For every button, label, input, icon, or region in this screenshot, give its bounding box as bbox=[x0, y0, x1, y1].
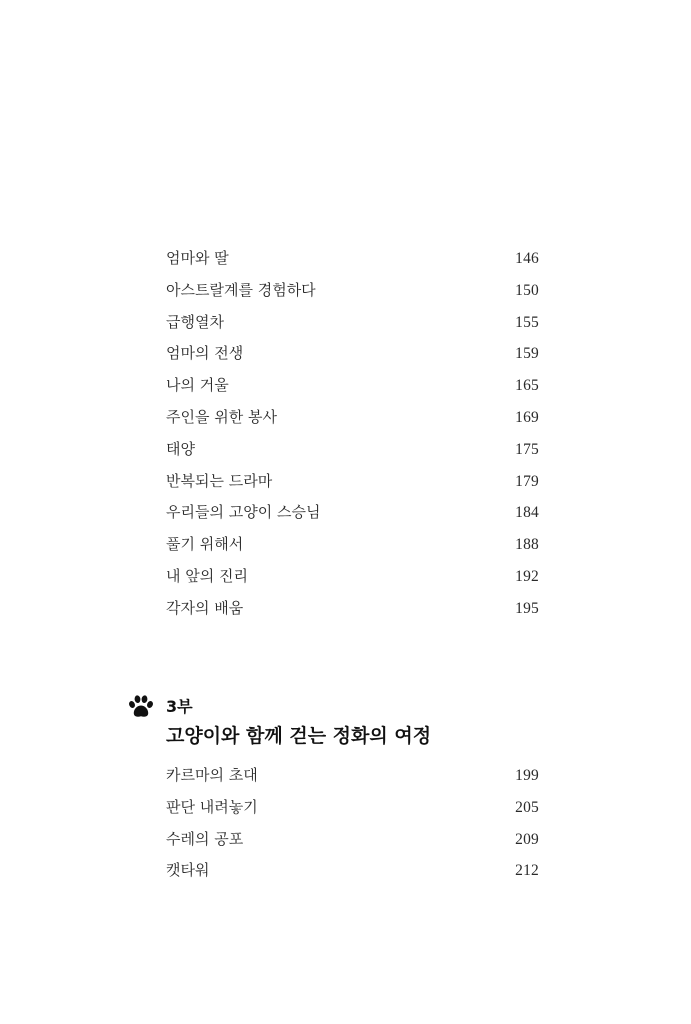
toc-entry[interactable] bbox=[166, 497, 539, 529]
toc-entry[interactable] bbox=[166, 760, 539, 792]
toc-entry-title: 각자의 배움 bbox=[166, 598, 244, 617]
toc-entry-page: 184 bbox=[515, 504, 539, 522]
toc-entry[interactable] bbox=[166, 561, 539, 593]
toc-entry-title: 풀기 위해서 bbox=[166, 535, 244, 554]
toc-entry-title: 캣타워 bbox=[166, 861, 210, 880]
toc-entry-title: 엄마의 전생 bbox=[166, 344, 244, 363]
toc-entry-title: 수레의 공포 bbox=[166, 829, 244, 848]
toc-entry-page: 155 bbox=[515, 313, 539, 331]
toc-entry-title: 나의 거울 bbox=[166, 376, 229, 395]
toc-entry-page: 159 bbox=[515, 345, 539, 363]
toc-entry-title: 엄마와 딸 bbox=[166, 249, 229, 267]
toc-entry-page: 146 bbox=[515, 250, 539, 267]
toc-entry-page: 205 bbox=[515, 798, 539, 816]
toc-entry-page: 192 bbox=[515, 567, 539, 585]
toc-entry[interactable] bbox=[166, 855, 539, 887]
toc-entry[interactable] bbox=[166, 370, 539, 402]
toc-entry-page: 199 bbox=[515, 767, 539, 784]
toc-entry[interactable] bbox=[166, 434, 539, 466]
toc-entry-page: 188 bbox=[515, 536, 539, 554]
toc-entry-page: 212 bbox=[515, 862, 539, 880]
toc-entry[interactable] bbox=[166, 529, 539, 561]
toc-entry[interactable] bbox=[166, 243, 539, 275]
toc-entry[interactable] bbox=[166, 792, 539, 824]
toc-entry-title: 급행열차 bbox=[166, 312, 224, 331]
toc-entry[interactable] bbox=[166, 402, 539, 434]
toc-list-part2 bbox=[166, 243, 539, 625]
toc-entry[interactable] bbox=[166, 824, 539, 856]
toc-entry-title: 태양 bbox=[166, 439, 195, 458]
toc-entry-title: 내 앞의 진리 bbox=[166, 566, 248, 585]
toc-entry-page: 209 bbox=[515, 830, 539, 848]
toc-entry-title: 주인을 위한 봉사 bbox=[166, 407, 277, 426]
toc-entry[interactable] bbox=[166, 275, 539, 307]
part-number: 3부 bbox=[166, 697, 193, 716]
toc-entry-page: 179 bbox=[515, 472, 539, 490]
paw-icon bbox=[128, 695, 154, 719]
toc-entry-page: 165 bbox=[515, 377, 539, 395]
toc-entry-page: 169 bbox=[515, 408, 539, 426]
toc-entry-title: 아스트랄계를 경험하다 bbox=[166, 280, 316, 299]
toc-entry[interactable] bbox=[166, 593, 539, 625]
toc-entry-title: 우리들의 고양이 스승님 bbox=[166, 503, 321, 522]
toc-entry-page: 175 bbox=[515, 440, 539, 458]
toc-entry[interactable] bbox=[166, 466, 539, 498]
toc-entry[interactable] bbox=[166, 338, 539, 370]
toc-entry-page: 195 bbox=[515, 599, 539, 617]
toc-list-part3 bbox=[166, 760, 539, 887]
toc-entry[interactable] bbox=[166, 307, 539, 339]
part-title: 고양이와 함께 걷는 정화의 여정 bbox=[166, 725, 432, 747]
toc-entry-page: 150 bbox=[515, 281, 539, 299]
toc-entry-title: 판단 내려놓기 bbox=[166, 797, 258, 816]
toc-entry-title: 카르마의 초대 bbox=[166, 766, 258, 784]
toc-entry-title: 반복되는 드라마 bbox=[166, 471, 273, 490]
